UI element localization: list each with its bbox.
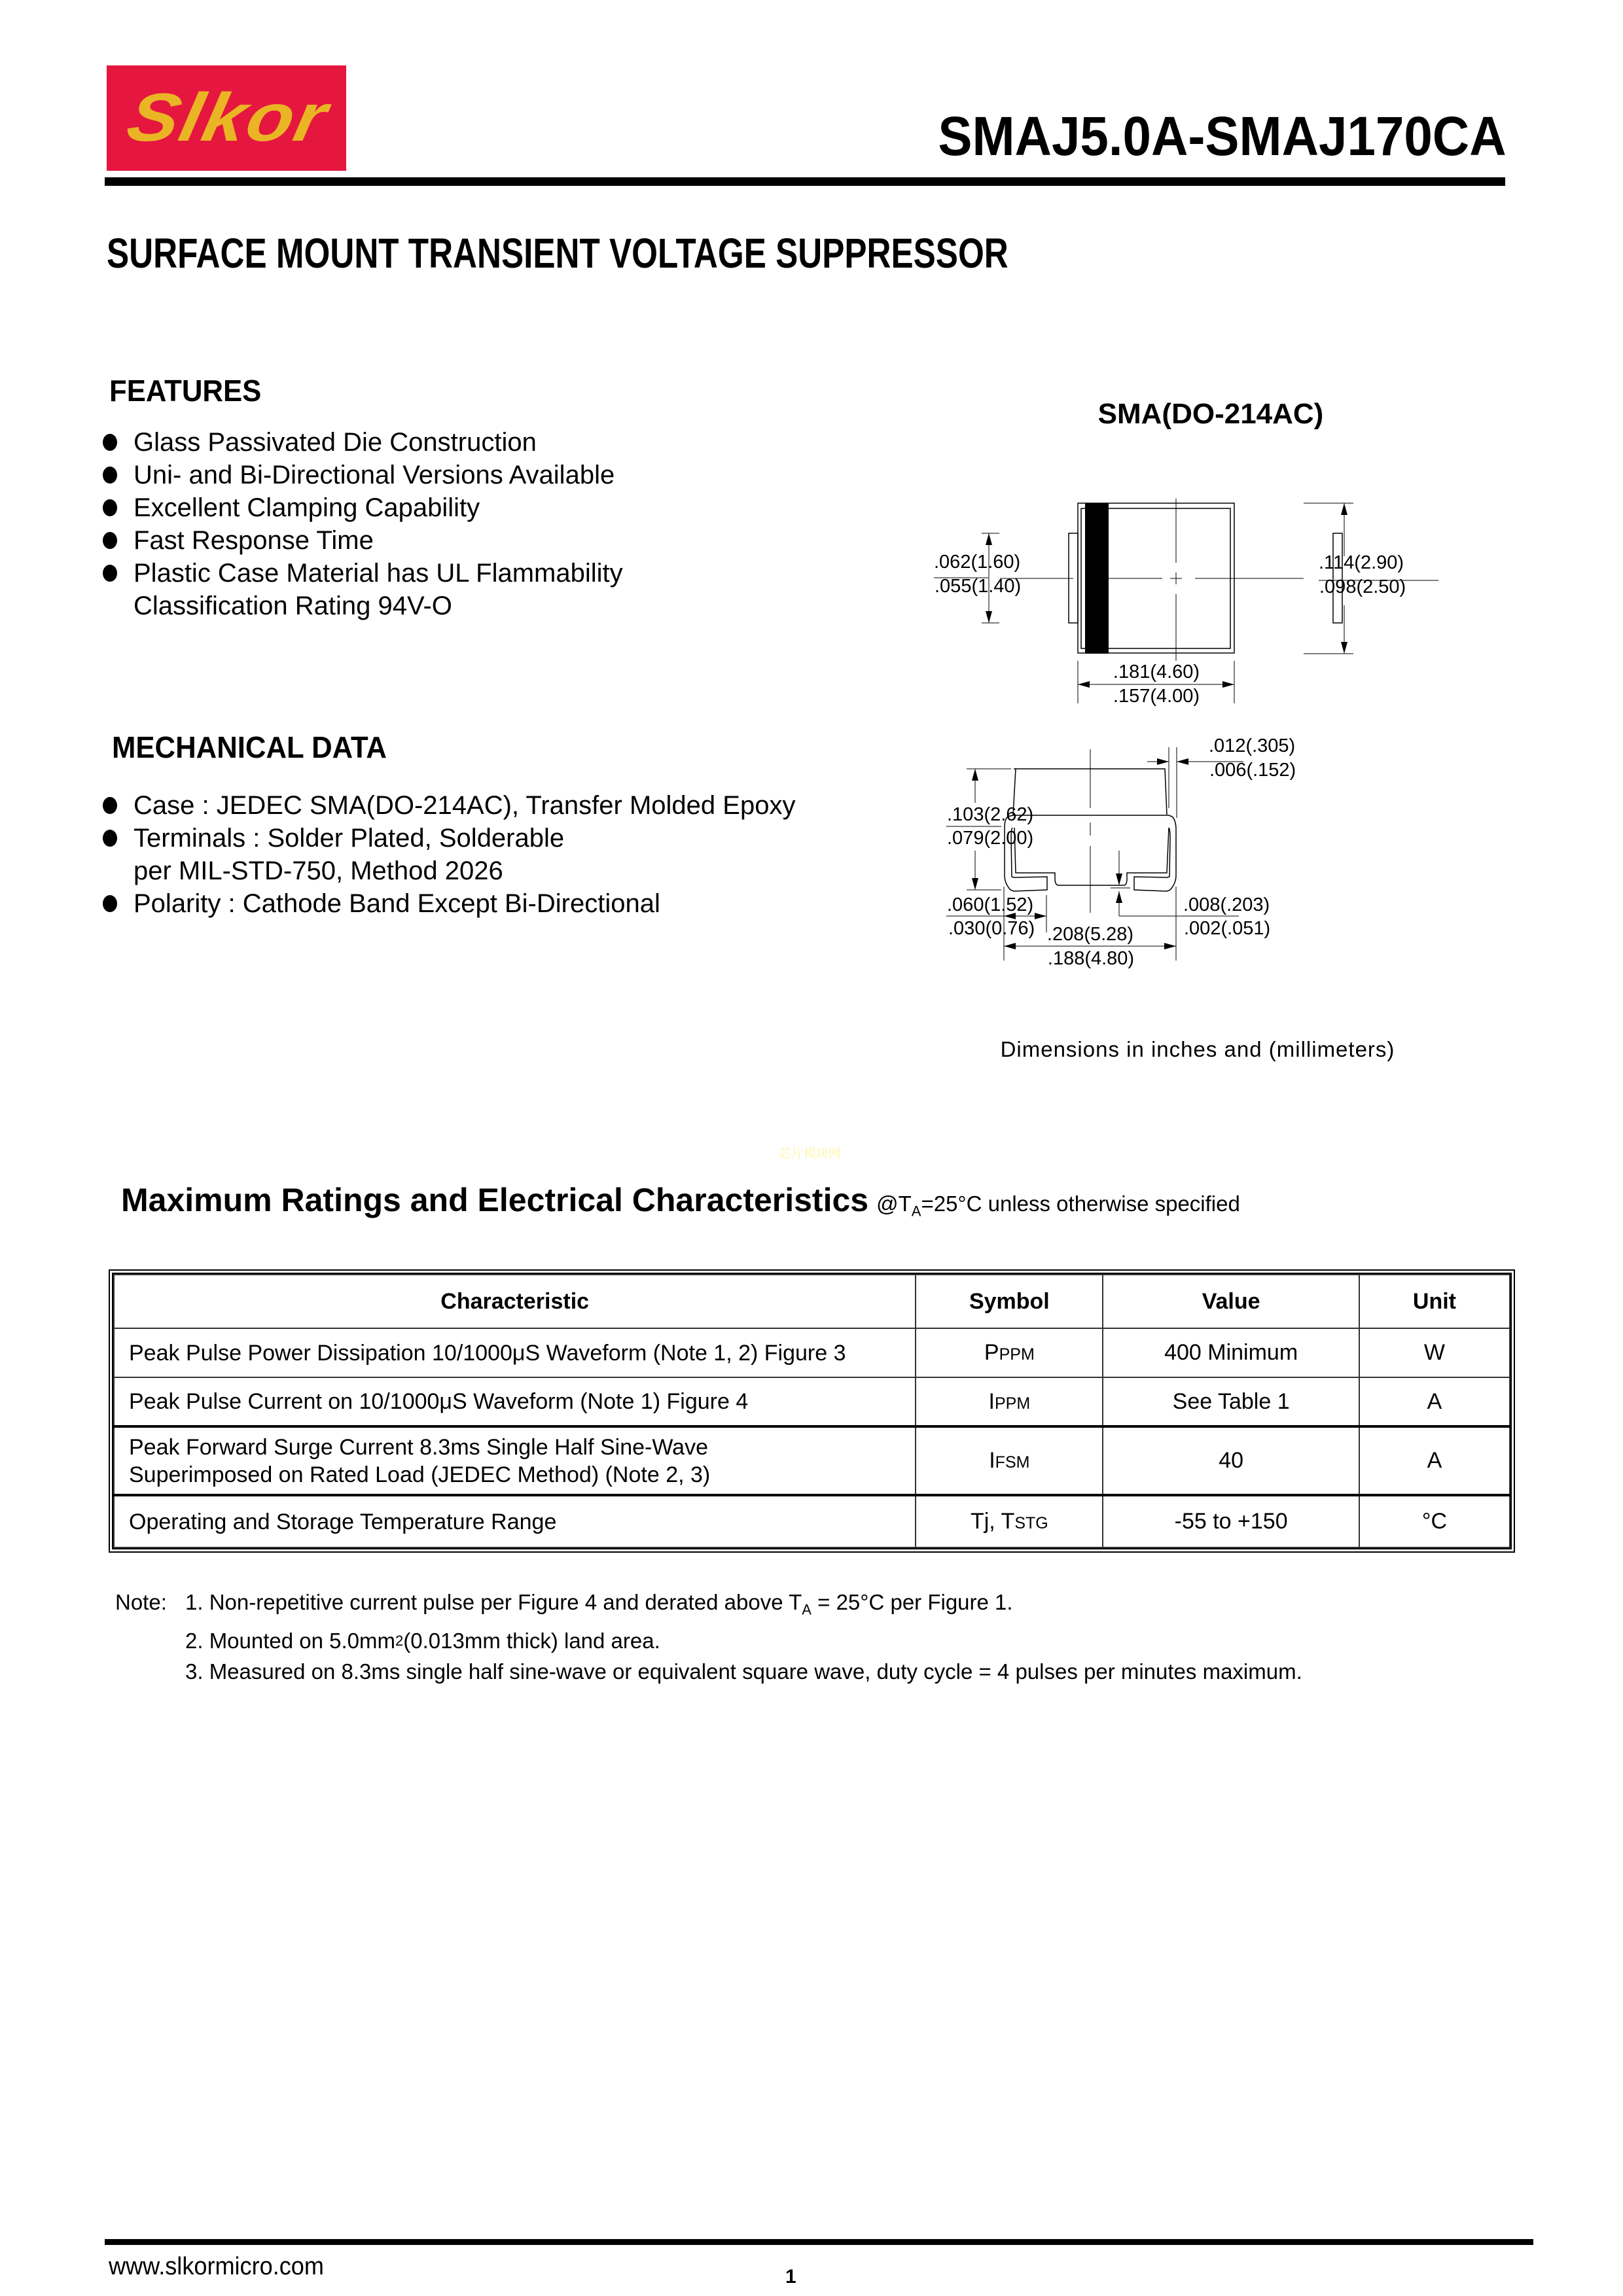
- dim-overall-length-max: .208(5.28): [1046, 924, 1134, 945]
- dim-lead-length-min: .030(0.76): [948, 918, 1035, 939]
- dim-body-height-max: .103(2.62): [947, 804, 1034, 825]
- cell-value: See Table 1: [1103, 1377, 1359, 1426]
- dim-body-length-min: .157(4.00): [1113, 686, 1200, 707]
- dim-lead-width-min: .055(1.40): [935, 576, 1022, 597]
- ratings-table: [113, 1274, 1510, 1548]
- note-2-suffix: (0.013mm thick) land area.: [403, 1628, 660, 1653]
- dim-body-width-min: .098(2.50): [1319, 576, 1406, 597]
- cell-value: 400 Minimum: [1103, 1328, 1359, 1377]
- dim-lead-thickness-min: .006(.152): [1209, 760, 1296, 781]
- symbol-subscript: PPM: [999, 1345, 1035, 1364]
- note-2: [115, 1625, 1302, 1656]
- characteristic-line: Peak Pulse Power Dissipation 10/1000μS Waveform (Note 1, 2) Figure 3: [129, 1340, 846, 1366]
- list-item-text: Case : JEDEC SMA(DO-214AC), Transfer Molded Epoxy: [134, 791, 796, 820]
- table-row: [114, 1377, 1510, 1426]
- symbol-main: P: [984, 1340, 999, 1365]
- cell-characteristic: [114, 1426, 916, 1495]
- cell-unit: A: [1359, 1426, 1510, 1495]
- condition-subscript: A: [911, 1203, 921, 1220]
- cathode-band: [1085, 503, 1109, 654]
- list-item-text: Plastic Case Material has UL Flammability: [134, 559, 623, 588]
- note-1-sub: A: [802, 1601, 812, 1618]
- cell-symbol: [916, 1328, 1103, 1377]
- ratings-heading: [121, 1181, 1240, 1220]
- cell-characteristic: [114, 1328, 916, 1377]
- ratings-condition: [876, 1192, 1240, 1220]
- table-row: [114, 1328, 1510, 1377]
- cell-unit: °C: [1359, 1495, 1510, 1547]
- package-name: SMA(DO-214AC): [1097, 398, 1324, 430]
- watermark-text: 芯片模块网: [779, 1147, 842, 1161]
- cell-unit: A: [1359, 1377, 1510, 1426]
- symbol-subscript: FSM: [995, 1453, 1030, 1472]
- logo-text: Slkor: [120, 80, 335, 156]
- cell-value: 40: [1103, 1426, 1359, 1495]
- condition-prefix: @T: [876, 1192, 912, 1216]
- ratings-table-frame: [109, 1269, 1515, 1553]
- features-heading: FEATURES: [109, 374, 262, 408]
- characteristic-line: Superimposed on Rated Load (JEDEC Method) (Note 2, 3): [129, 1462, 711, 1487]
- note-3: [115, 1656, 1302, 1687]
- symbol-main: I: [988, 1388, 995, 1414]
- notes-block: [115, 1587, 1302, 1687]
- col-header-symbol: Symbol: [916, 1275, 1103, 1328]
- dim-body-length-max: .181(4.60): [1113, 662, 1200, 682]
- dim-body-width-max: .114(2.90): [1319, 552, 1404, 573]
- notes-label: Note:: [115, 1590, 167, 1614]
- part-number-title: SMAJ5.0A-SMAJ170CA: [938, 105, 1507, 167]
- ratings-title: Maximum Ratings and Electrical Characteristics: [121, 1182, 869, 1218]
- condition-suffix: =25°C unless otherwise specified: [921, 1192, 1240, 1216]
- list-item-text: Uni- and Bi-Directional Versions Available: [134, 461, 615, 489]
- dim-overall-length-min: .188(4.80): [1047, 948, 1135, 969]
- characteristic-line: Peak Pulse Current on 10/1000μS Waveform (Note 1) Figure 4: [129, 1389, 749, 1414]
- table-row: [114, 1426, 1510, 1495]
- list-item-text: Classification Rating 94V-O: [134, 592, 452, 620]
- note-1-prefix: 1. Non-repetitive current pulse per Figure 4 and derated above T: [185, 1590, 802, 1614]
- cell-value: -55 to +150: [1103, 1495, 1359, 1547]
- col-header-value: Value: [1103, 1275, 1359, 1328]
- characteristic-line: Peak Forward Surge Current 8.3ms Single Half Sine-Wave: [129, 1434, 708, 1460]
- dim-body-height-min: .079(2.00): [947, 828, 1034, 849]
- dim-lead-length-max: .060(1.52): [947, 894, 1034, 915]
- list-item-text: per MIL-STD-750, Method 2026: [134, 857, 503, 885]
- table-header-row: [114, 1275, 1510, 1328]
- characteristic-line: Operating and Storage Temperature Range: [129, 1509, 557, 1534]
- col-header-unit: Unit: [1359, 1275, 1510, 1328]
- symbol-main: I: [989, 1448, 995, 1473]
- dim-standoff-min: .002(.051): [1184, 918, 1271, 939]
- col-header-characteristic: Characteristic: [114, 1275, 916, 1328]
- dim-standoff-max: .008(.203): [1183, 894, 1270, 915]
- list-item-text: Terminals : Solder Plated, Solderable: [134, 824, 565, 853]
- symbol-subscript: STG: [1014, 1514, 1048, 1532]
- cell-unit: W: [1359, 1328, 1510, 1377]
- cell-symbol: [916, 1426, 1103, 1495]
- cell-characteristic: [114, 1377, 916, 1426]
- table-row: [114, 1495, 1510, 1547]
- mechanical-data-heading: MECHANICAL DATA: [112, 730, 387, 764]
- dimensions-caption: Dimensions in inches and (millimeters): [1000, 1037, 1395, 1061]
- footer-divider: [105, 2239, 1533, 2245]
- note-3-text: 3. Measured on 8.3ms single half sine-wave or equivalent square wave, duty cycle = 4 pulses per minutes maximum.: [185, 1659, 1302, 1684]
- list-item-text: Glass Passivated Die Construction: [134, 428, 537, 457]
- footer-website-link[interactable]: www.slkormicro.com: [109, 2253, 324, 2280]
- dim-lead-width-max: .062(1.60): [934, 552, 1021, 573]
- note-1-text: [185, 1587, 1013, 1625]
- list-item-text: Fast Response Time: [134, 526, 374, 555]
- cell-symbol: [916, 1495, 1103, 1547]
- dim-lead-thickness-max: .012(.305): [1209, 735, 1296, 756]
- note-2-sup: 2: [395, 1632, 404, 1649]
- symbol-main: Tj, T: [970, 1509, 1015, 1534]
- list-item-text: Polarity : Cathode Band Except Bi-Directional: [134, 889, 660, 918]
- cell-symbol: [916, 1377, 1103, 1426]
- cell-characteristic: [114, 1495, 916, 1547]
- note-1: [115, 1587, 1302, 1625]
- list-item-text: Excellent Clamping Capability: [134, 493, 480, 522]
- note-1-suffix: = 25°C per Figure 1.: [811, 1590, 1013, 1614]
- symbol-subscript: PPM: [994, 1394, 1031, 1413]
- page-number: 1: [785, 2266, 796, 2287]
- document-subtitle: SURFACE MOUNT TRANSIENT VOLTAGE SUPPRESSOR: [107, 230, 1008, 277]
- note-2-prefix: 2. Mounted on 5.0mm: [185, 1628, 396, 1653]
